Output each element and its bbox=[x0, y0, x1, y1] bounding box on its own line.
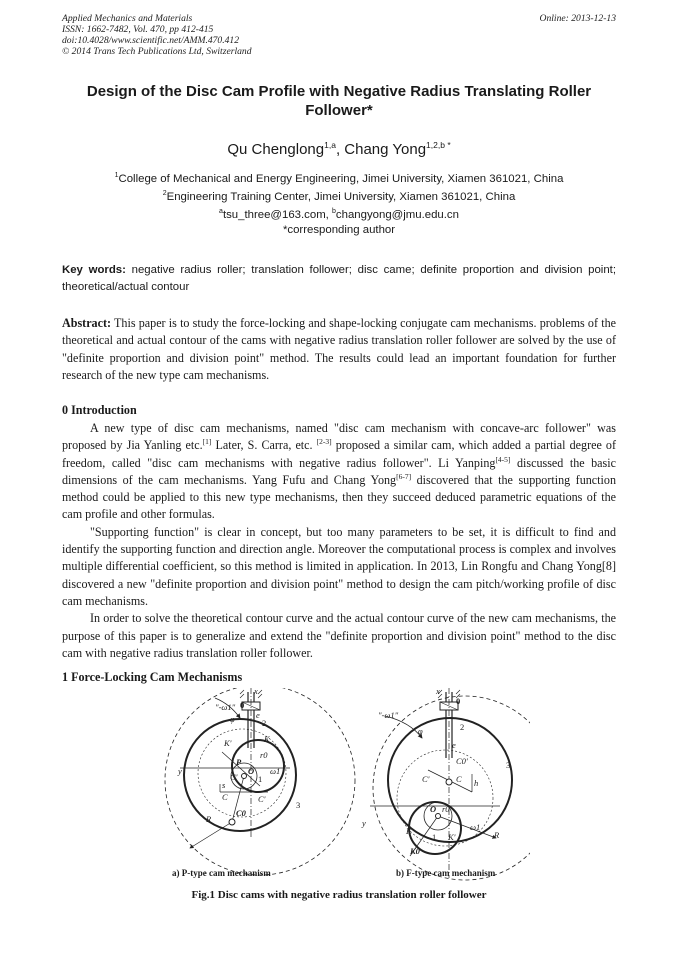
panel-a-r0-label: r0 bbox=[260, 750, 268, 760]
ref-1[interactable]: [1] bbox=[202, 437, 212, 447]
email-a-sup: a bbox=[219, 208, 223, 215]
panel-a-e-label: e bbox=[256, 710, 260, 720]
abstract-text: This paper is to study the force-locking and shape-locking conjugate cam mechanisms. problems of the theoretical and actual contour of the cams with negative radius translation roller follower are solved by the use of "definite proportion and division point" method. The results could lead an important foundation for further research of the new type cam mechanisms. bbox=[62, 316, 616, 382]
author-line bbox=[62, 136, 616, 159]
affiliation-2-text: Engineering Training Center, Jimei University, Xiamen 361021, China bbox=[166, 190, 516, 203]
panel-a-1-label: 1 bbox=[258, 774, 263, 784]
panel-b-K-label: K bbox=[406, 826, 412, 836]
issn-line: ISSN: 1662-7482, Vol. 470, pp 412-415 bbox=[62, 24, 214, 35]
ref-2-3[interactable]: [2-3] bbox=[316, 437, 332, 447]
figure-1-drawing bbox=[160, 688, 530, 884]
email-line bbox=[62, 205, 616, 222]
panel-b-C0p-label: C0' bbox=[456, 756, 468, 766]
panel-b-y-label: y bbox=[362, 818, 366, 828]
email-a[interactable]: tsu_three@163.com, bbox=[222, 208, 333, 221]
affiliation-1 bbox=[62, 169, 616, 186]
panel-a-K-label: K bbox=[264, 734, 270, 744]
panel-a-O-label: O bbox=[248, 766, 255, 776]
panel-a-Cprime-label: C' bbox=[258, 794, 266, 804]
author-1-sup: 1,a bbox=[324, 140, 336, 150]
panel-b-r0-label: r0 bbox=[442, 804, 450, 814]
figure-1-caption: Fig.1 Disc cams with negative radius translation roller follower bbox=[191, 889, 487, 901]
affiliation-2-sup: 2 bbox=[162, 190, 167, 197]
intro-paragraph-2: "Supporting function" is clear in concept, but too many parameters to be set, it is difficult to find and identify the supporting function and direction angle. Moreover the computational process is complex and involves multiple differential coefficient, so this method is limited in application. In 2013, Lin Rongfu and Chang Yong[8] discovered a new "definite proportion and division point" method to design the cam pitch/working profile of disc cam mechanisms. bbox=[62, 524, 616, 608]
panel-a-omega1-label: ω1 bbox=[270, 766, 281, 776]
panel-a-2-label: 2 bbox=[262, 718, 267, 728]
journal-header bbox=[62, 13, 616, 57]
intro-body bbox=[62, 420, 616, 662]
panel-a-s-label: s bbox=[222, 780, 226, 790]
panel-a-y-label: y bbox=[178, 766, 182, 776]
affiliation-2 bbox=[62, 187, 616, 204]
panel-a-C0-label: C0 bbox=[236, 808, 246, 818]
intro-paragraph-1: A new type of disc cam mechanisms, named "disc cam mechanism with concave-arc follower" was proposed by Jia Yanling etc.[1] Later, S. Carra, etc. [2-3] proposed a similar cam, which added a partial degree of freedom, called "disc cam mechanisms with negative radius follower". Li Yanping[4-5] discussed the basic dimensions of the cam mechanisms. Yang Fufu and Chang Yong[6-7] discovered that the supporting function method could be applied to this new type mechanisms, then they succeed deduced parametric equations of the cam profile and other formulas. bbox=[62, 421, 616, 522]
panel-b-2-label: 2 bbox=[460, 722, 465, 732]
author-separator: , bbox=[335, 141, 345, 158]
panel-b-x-label: x bbox=[436, 688, 440, 696]
panel-b-R-label: R bbox=[494, 830, 500, 840]
panel-b-K0-label: K0 bbox=[410, 846, 420, 856]
keywords-text: negative radius roller; translation follower; disc came; definite proportion and division point; theoretical/actual contour bbox=[62, 264, 616, 293]
email-b[interactable]: changyong@jmu.edu.cn bbox=[335, 208, 459, 221]
panel-b-0-label: 0 bbox=[456, 696, 461, 706]
abstract bbox=[62, 315, 616, 384]
section-1-heading: 1 Force-Locking Cam Mechanisms bbox=[62, 670, 243, 684]
panel-a-phi-label: φ bbox=[230, 714, 235, 724]
panel-a-C-label: C bbox=[222, 792, 228, 802]
panel-b-phi-label: φ bbox=[418, 726, 423, 736]
intro-heading: 0 Introduction bbox=[62, 403, 137, 417]
figure-1 bbox=[160, 688, 530, 884]
ref-4-5[interactable]: [4-5] bbox=[495, 454, 511, 464]
panel-b-3-label: 3 bbox=[506, 760, 511, 770]
panel-b-C-label: C bbox=[456, 774, 462, 784]
doi-line: doi:10.4028/www.scientific.net/AMM.470.412 bbox=[62, 35, 240, 46]
panel-b-h-label: h bbox=[474, 778, 479, 788]
intro-paragraph-3: In order to solve the theoretical contour curve and the actual contour curve of the new cam mechanisms, the purpose of this paper is to generalize and extend the "definite proportion and division point" method to the disc cam with negative radius translation roller follower. bbox=[62, 611, 616, 660]
panel-a-Ck-label: C' bbox=[230, 772, 238, 782]
paper-title: Design of the Disc Cam Profile with Negative Radius Translating Roller Follower* bbox=[86, 83, 592, 119]
author-2-sup: 1,2,b * bbox=[426, 140, 451, 150]
keywords-label: Key words: bbox=[62, 264, 126, 276]
subcaption-a: a) P-type cam mechanism bbox=[172, 868, 271, 878]
panel-a-R-label: R bbox=[206, 814, 212, 824]
author-1: Qu Chenglong bbox=[227, 141, 325, 158]
abstract-label: Abstract: bbox=[62, 316, 112, 330]
panel-b-e-label: e bbox=[452, 740, 456, 750]
panel-b-Kp-label: K' bbox=[448, 832, 456, 842]
panel-b-labels bbox=[361, 688, 510, 856]
panel-b-omega1-label: ω1 bbox=[470, 822, 481, 832]
copyright-line: © 2014 Trans Tech Publications Ltd, Switzerland bbox=[62, 46, 252, 57]
panel-a-x-label: x bbox=[254, 688, 258, 696]
panel-b-omega-label: "-ω1" bbox=[378, 710, 399, 720]
author-2: Chang Yong bbox=[344, 141, 427, 158]
panel-b-1-label: 1 bbox=[432, 832, 437, 842]
email-b-sup: b bbox=[332, 208, 336, 215]
online-date: Online: 2013-12-13 bbox=[539, 13, 616, 24]
panel-a-P-label: P bbox=[236, 757, 242, 767]
panel-a-3-label: 3 bbox=[296, 800, 301, 810]
affiliation-1-text: College of Mechanical and Energy Engineering, Jimei University, Xiamen 361021, China bbox=[118, 172, 564, 185]
panel-a-0-label: 0 bbox=[240, 700, 245, 710]
subcaption-b: b) F-type cam mechanism bbox=[396, 868, 496, 878]
corresponding-note: *corresponding author bbox=[282, 224, 396, 236]
panel-b-Cp-label: C' bbox=[422, 774, 430, 784]
panel-a-Kprime-label: K' bbox=[224, 738, 232, 748]
panel-b-O-label: O bbox=[430, 804, 437, 814]
ref-6-7[interactable]: [6-7] bbox=[396, 471, 412, 481]
panel-a-omega-label: "-ω1" bbox=[215, 702, 236, 712]
journal-name: Applied Mechanics and Materials bbox=[62, 13, 193, 24]
keywords bbox=[62, 262, 616, 296]
affiliation-1-sup: 1 bbox=[114, 172, 119, 179]
